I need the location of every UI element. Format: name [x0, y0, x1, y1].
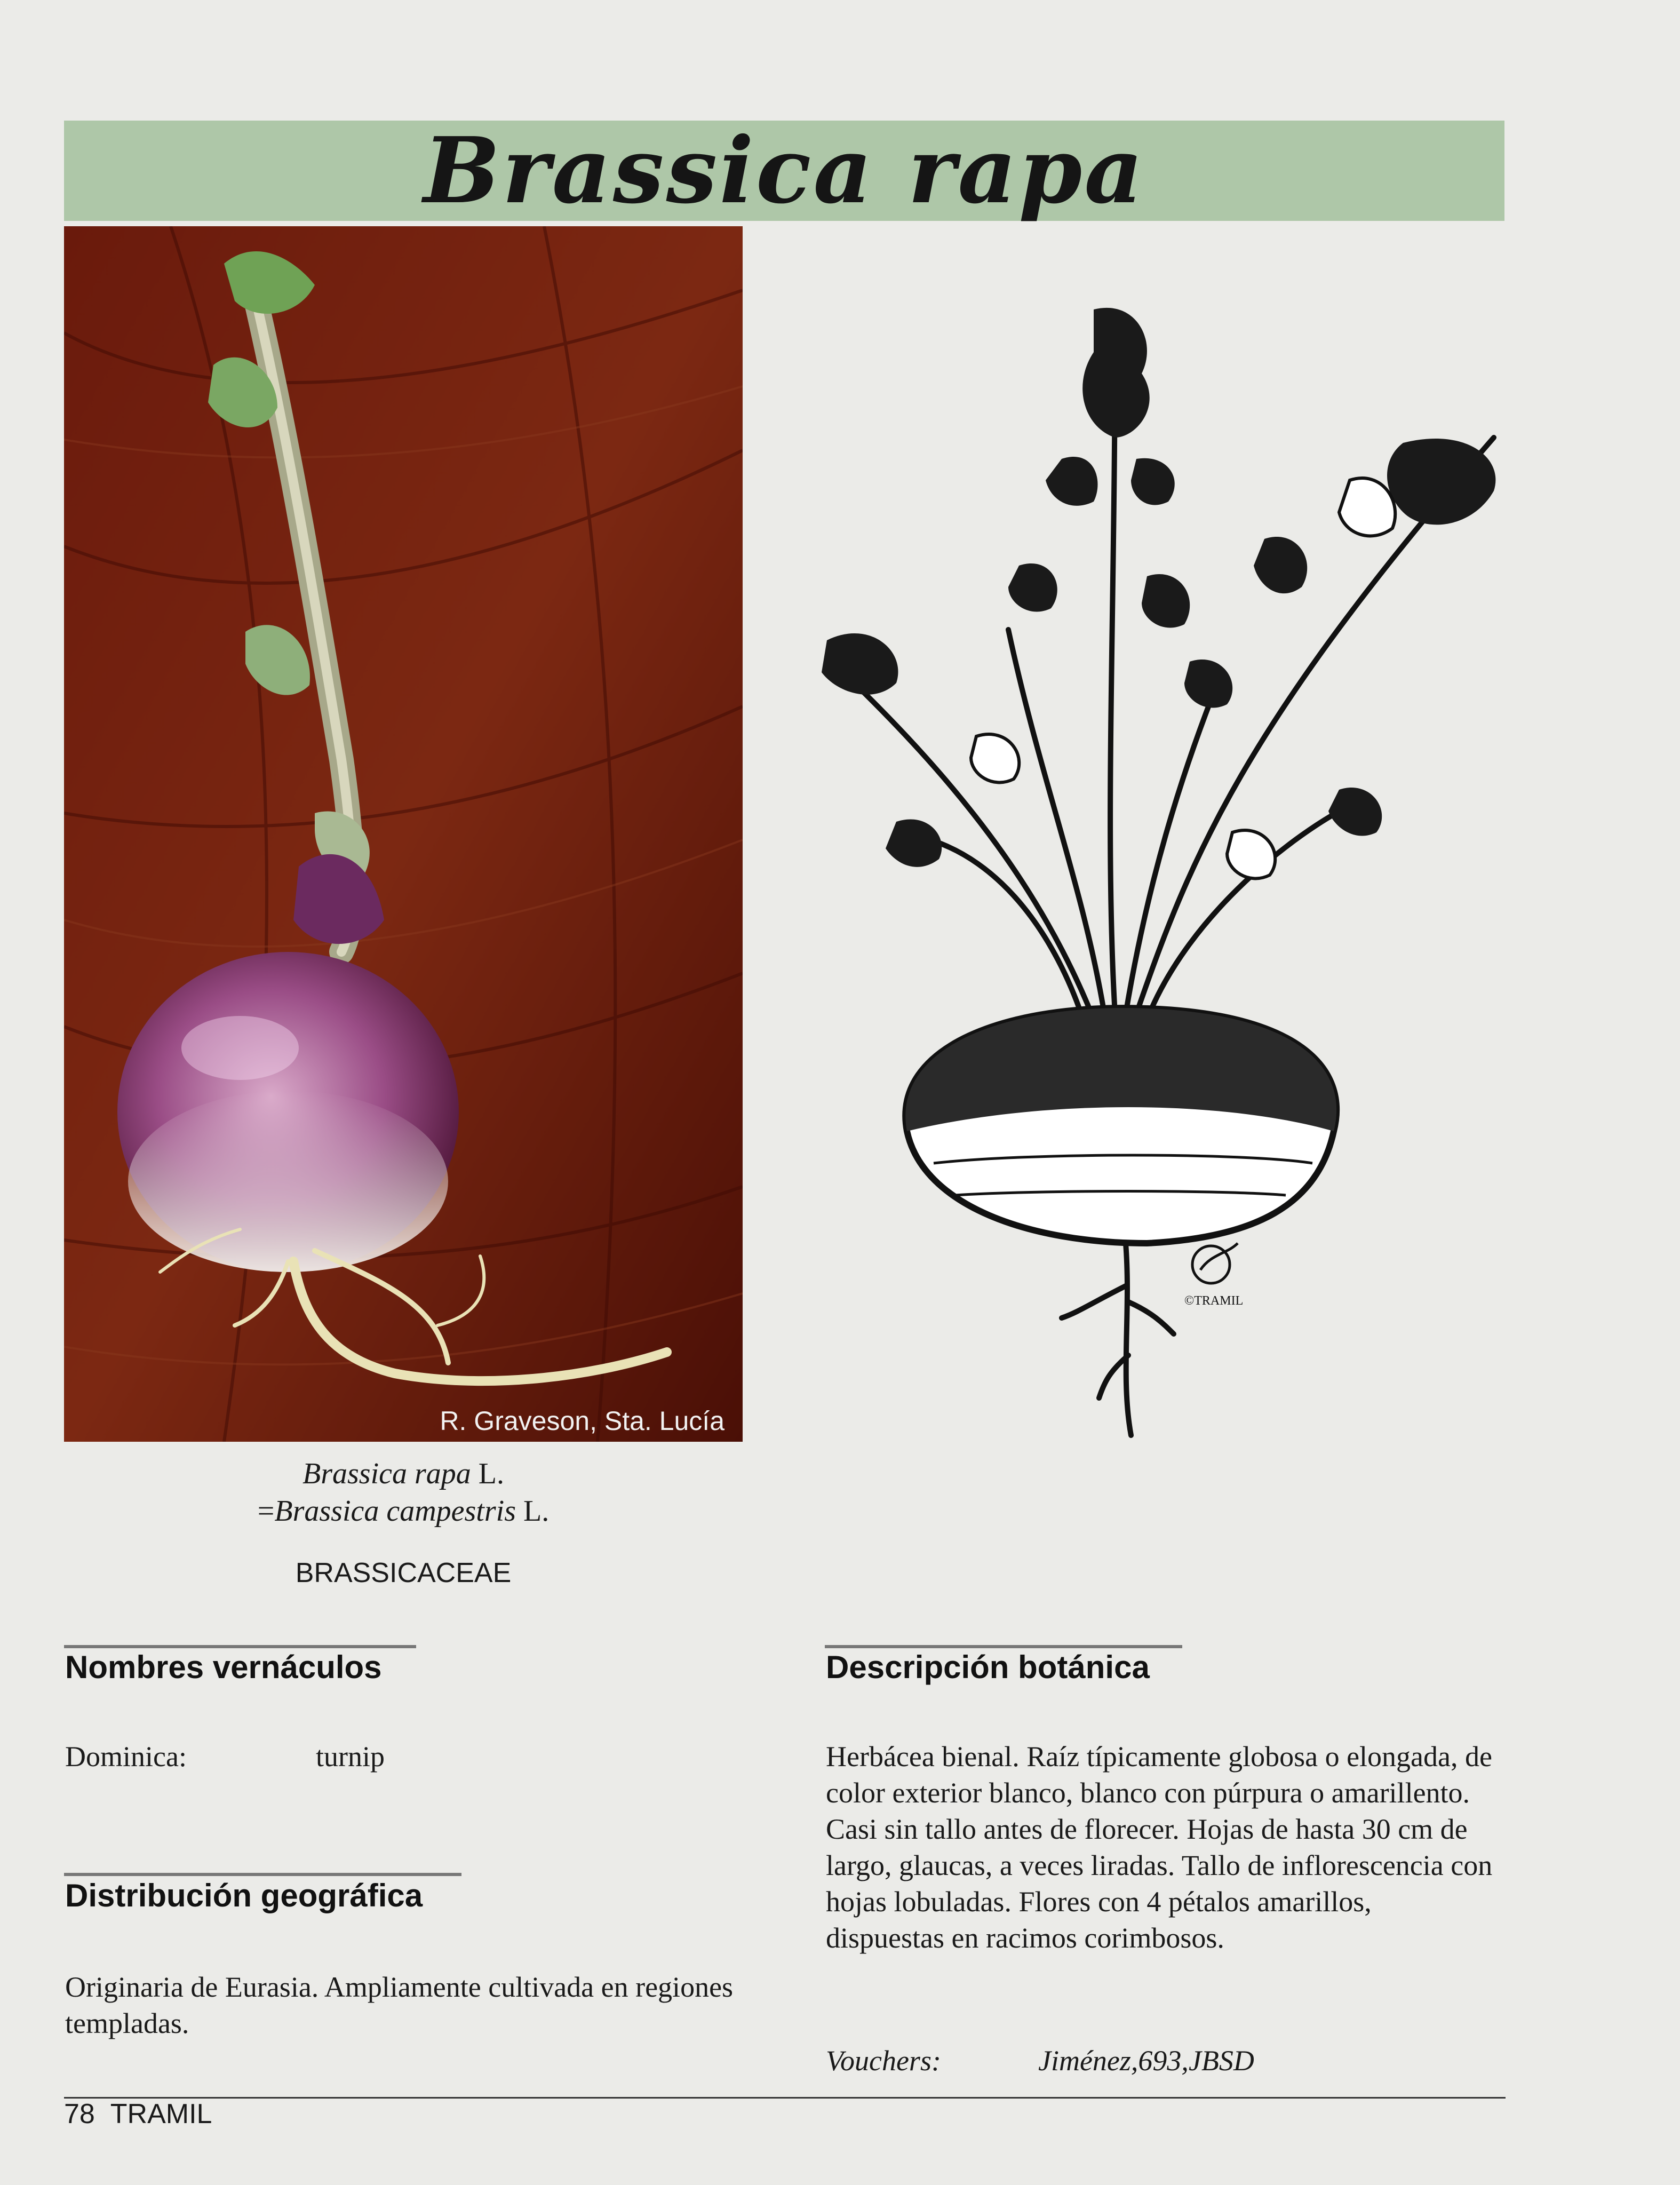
vouchers-value: Jiménez,693,JBSD	[1038, 2045, 1254, 2077]
synonym-author: L.	[516, 1495, 550, 1528]
vernacular-place: Dominica:	[65, 1741, 187, 1773]
vernacular-name: turnip	[316, 1741, 385, 1773]
section-rule-vernacular	[64, 1645, 416, 1648]
scientific-author: L.	[471, 1457, 504, 1490]
section-rule-description	[825, 1645, 1182, 1648]
scientific-name: Brassica rapa	[302, 1457, 471, 1490]
vouchers-label: Vouchers:	[826, 2045, 941, 2077]
tramil-logo-text: ©TRAMIL	[1184, 1294, 1244, 1308]
heading-vernacular: Nombres vernáculos	[65, 1649, 382, 1685]
turnip-illustration	[816, 299, 1510, 1446]
publisher-name: TRAMIL	[110, 2099, 212, 2130]
description-text: Herbácea bienal. Raíz típicamente globosa o elongada, de color exterior blanco, blanco con púrpura o amarillento. Casi sin tallo antes de florecer. Hojas de hasta 30 cm de largo, glaucas, a veces liradas. Tallo de inflorescencia con hojas lobuladas. Flores con 4 pétalos amarillos, dispuestas en racimos corimbosos.	[826, 1741, 1493, 1954]
caption-synonym	[64, 1494, 743, 1528]
synonym-prefix: =	[257, 1495, 275, 1528]
page-title: Brassica rapa	[423, 117, 1145, 224]
distribution-text: Originaria de Eurasia. Ampliamente cultivada en regiones templadas.	[65, 1971, 734, 2039]
heading-description: Descripción botánica	[826, 1649, 1150, 1685]
turnip-photo	[64, 226, 743, 1442]
footer-rule	[64, 2097, 1506, 2099]
caption-scientific-name	[64, 1457, 743, 1491]
caption-family: BRASSICACEAE	[295, 1558, 512, 1588]
photo-credit: R. Graveson, Sta. Lucía	[440, 1406, 724, 1436]
section-rule-distribution	[64, 1873, 461, 1876]
synonym-name: Brassica campestris	[274, 1495, 516, 1528]
footer	[64, 2098, 212, 2130]
page-number: 78	[64, 2099, 95, 2130]
heading-distribution: Distribución geográfica	[65, 1878, 423, 1913]
